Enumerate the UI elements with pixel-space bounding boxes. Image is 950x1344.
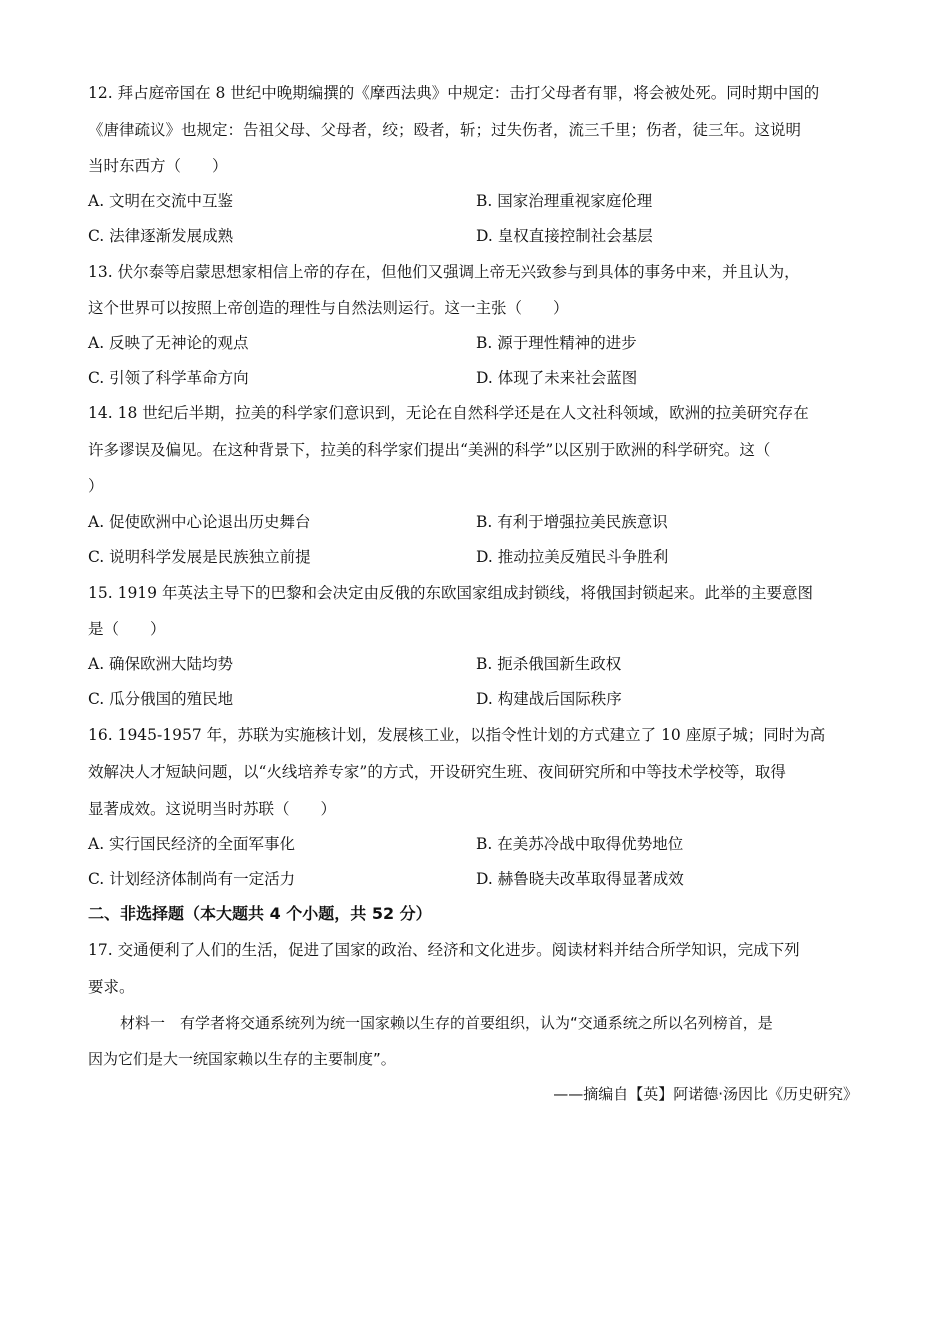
q17-stem-line-2: 要求。: [88, 978, 135, 996]
q14-option-c: C. 说明科学发展是民族独立前提: [88, 548, 311, 566]
q13-option-a: A. 反映了无神论的观点: [88, 334, 249, 352]
q13-option-c: C. 引领了科学革命方向: [88, 369, 249, 387]
q15-option-a: A. 确保欧洲大陆均势: [88, 655, 234, 673]
q14-stem-line-1: 14. 18 世纪后半期，拉美的科学家们意识到，无论在自然科学还是在人文社科领域，欧洲的拉美研究存在: [88, 404, 809, 422]
q17-material-source: ——摘编自【英】阿诺德·汤因比《历史研究》: [553, 1085, 858, 1103]
q16-stem-line-2: 效解决人才短缺问题，以“火线培养专家”的方式，开设研究生班、夜间研究所和中等技术学校等，取得: [88, 763, 786, 781]
q12-stem-line-2: 《唐律疏议》也规定：告祖父母、父母者，绞；殴者，斩；过失伤者，流三千里；伤者，徒三年。这说明: [88, 121, 802, 139]
q14-option-b: B. 有利于增强拉美民族意识: [476, 513, 668, 531]
q12-option-d: D. 皇权直接控制社会基层: [476, 227, 653, 245]
q17-stem-line-1: 17. 交通便利了人们的生活，促进了国家的政治、经济和文化进步。阅读材料并结合所学知识，完成下列: [88, 941, 800, 959]
q13-option-b: B. 源于理性精神的进步: [476, 334, 637, 352]
q12-option-b: B. 国家治理重视家庭伦理: [476, 192, 653, 210]
q16-stem-line-3: 显著成效。这说明当时苏联（ ）: [88, 800, 337, 818]
q14-stem-line-3: ）: [88, 477, 104, 495]
q16-option-b: B. 在美苏冷战中取得优势地位: [476, 835, 684, 853]
q15-option-d: D. 构建战后国际秩序: [476, 690, 622, 708]
q12-option-a: A. 文明在交流中互鉴: [88, 192, 234, 210]
q15-option-b: B. 扼杀俄国新生政权: [476, 655, 622, 673]
q16-option-d: D. 赫鲁晓夫改革取得显著成效: [476, 870, 684, 888]
q14-option-a: A. 促使欧洲中心论退出历史舞台: [88, 513, 311, 531]
q12-option-c: C. 法律逐渐发展成熟: [88, 227, 234, 245]
q16-option-c: C. 计划经济体制尚有一定活力: [88, 870, 296, 888]
q14-stem-line-2: 许多谬误及偏见。在这种背景下，拉美的科学家们提出“美洲的科学”以区别于欧洲的科学研究。这（: [88, 441, 771, 459]
q13-stem-line-2: 这个世界可以按照上帝创造的理性与自然法则运行。这一主张（ ）: [88, 299, 569, 317]
q12-stem-line-3: 当时东西方（ ）: [88, 157, 228, 175]
q15-option-c: C. 瓜分俄国的殖民地: [88, 690, 234, 708]
q14-option-d: D. 推动拉美反殖民斗争胜利: [476, 548, 669, 566]
q13-option-d: D. 体现了未来社会蓝图: [476, 369, 638, 387]
q13-stem-line-1: 13. 伏尔泰等启蒙思想家相信上帝的存在，但他们又强调上帝无兴致参与到具体的事务中来，并且认为，: [88, 263, 800, 281]
q12-stem-line-1: 12. 拜占庭帝国在 8 世纪中晚期编撰的《摩西法典》中规定：击打父母者有罪，将会被处死。同时期中国的: [88, 84, 820, 102]
q15-stem-line-1: 15. 1919 年英法主导下的巴黎和会决定由反俄的东欧国家组成封锁线，将俄国封锁起来。此举的主要意图: [88, 584, 813, 602]
section-heading: 二、非选择题（本大题共 4 个小题，共 52 分）: [88, 904, 432, 923]
q17-material-line-2: 因为它们是大一统国家赖以生存的主要制度”。: [88, 1050, 396, 1068]
q17-material-line-1: 材料一 有学者将交通系统列为统一国家赖以生存的首要组织，认为“交通系统之所以名列榜首，是: [120, 1014, 773, 1032]
q16-option-a: A. 实行国民经济的全面军事化: [88, 835, 296, 853]
q16-stem-line-1: 16. 1945-1957 年，苏联为实施核计划，发展核工业，以指令性计划的方式建立了 10 座原子城；同时为高: [88, 726, 826, 744]
q15-stem-line-2: 是（ ）: [88, 620, 166, 638]
